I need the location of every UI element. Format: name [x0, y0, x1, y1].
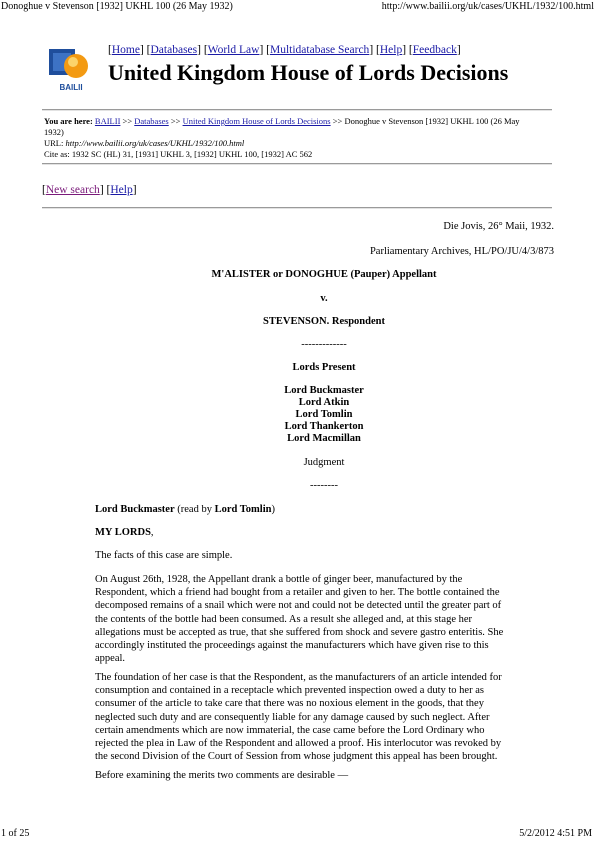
paragraph-line: certain amendments which are now immaterial, the case came before the Lord Ordinary who	[95, 724, 485, 736]
appellant-line: M'ALISTER or DONOGHUE (Pauper) Appellant	[211, 269, 437, 280]
divider-dashes: -------------	[301, 339, 347, 350]
paragraph-line: allegations must be accepted as true, that she suffered from shock and severe gastro enteritis. She	[95, 626, 504, 638]
breadcrumb-bailii-link[interactable]: BAILII	[94, 116, 121, 126]
divider-middle	[42, 163, 552, 165]
print-header-url: http://www.bailii.org/uk/cases/UKHL/1932/100.html	[381, 1, 594, 12]
lord-name: Lord Tomlin	[295, 409, 353, 420]
breadcrumb-case-cont: 1932)	[44, 127, 64, 137]
salutation	[95, 526, 555, 539]
search-links: [New search] [Help]	[42, 184, 137, 196]
breadcrumb-separator: >>	[122, 116, 133, 126]
breadcrumb-case: Donoghue v Stevenson [1932] UKHL 100 (26 May	[344, 116, 520, 126]
paragraph-line: Respondent, which a friend had bought from a retailer and given to her. The bottle contained the	[95, 587, 500, 599]
breadcrumb-separator: >>	[332, 116, 343, 126]
divider-top	[42, 109, 552, 111]
paragraph-4: Before examining the merits two comments are desirable —	[95, 770, 349, 781]
breadcrumb-separator: >>	[170, 116, 181, 126]
lords-present-heading: Lords Present	[292, 362, 356, 373]
page-title: United Kingdom House of Lords Decisions	[108, 60, 509, 85]
cite-label: Cite as:	[44, 149, 70, 159]
breadcrumb-ukhl-link[interactable]: United Kingdom House of Lords Decisions	[182, 116, 331, 126]
help-link[interactable]: Help	[110, 184, 133, 196]
new-search-link[interactable]: New search	[45, 184, 100, 196]
paragraph-3	[95, 671, 555, 763]
nav-world-law-link[interactable]: World Law	[207, 44, 260, 56]
respondent-line: STEVENSON. Respondent	[263, 316, 385, 327]
case-url: http://www.bailii.org/uk/cases/UKHL/1932/100.html	[65, 138, 245, 148]
nav-help-link[interactable]: Help	[379, 44, 403, 56]
read-by-prefix: (read by	[177, 504, 212, 515]
page-counter: 1 of 25	[1, 828, 30, 839]
lord-name: Lord Thankerton	[284, 421, 364, 432]
paragraph-line: consumer of the article to take care that there was no noxious element in the goods, that they	[95, 698, 484, 710]
paragraph-line: neglected such duty and are consequently liable for any damage caused by such neglect. After	[95, 711, 490, 723]
print-timestamp: 5/2/2012 4:51 PM	[519, 828, 592, 839]
url-label: URL:	[44, 138, 64, 148]
breadcrumb-label: You are here:	[44, 116, 93, 126]
print-header-title: Donoghue v Stevenson [1932] UKHL 100 (26 May 1932)	[1, 1, 233, 12]
lords-list	[96, 385, 552, 445]
breadcrumb-databases-link[interactable]: Databases	[134, 116, 169, 126]
nav-databases-link[interactable]: Databases	[150, 44, 198, 56]
read-by-name: Lord Tomlin	[214, 504, 272, 515]
paragraph-1: The facts of this case are simple.	[95, 550, 233, 561]
case-citation: 1932 SC (HL) 31, [1931] UKHL 3, [1932] UKHL 100, [1932] AC 562	[71, 149, 313, 159]
paragraph-line: consumption and contained in a receptacle which prevented inspection owed a duty to her as	[95, 685, 484, 697]
salutation-text: MY LORDS	[95, 527, 151, 538]
nav-multidatabase-search-link[interactable]: Multidatabase Search	[270, 44, 370, 56]
versus-line: v.	[320, 293, 328, 304]
judgment-heading: Judgment	[303, 457, 345, 468]
logo-text: BAILII	[59, 83, 83, 92]
paragraph-line: accordingly instituted the proceedings against the manufacturers which have given rise to this	[95, 640, 489, 652]
divider-bottom	[42, 207, 552, 209]
speaker-name: Lord Buckmaster	[95, 504, 175, 515]
lord-name: Lord Buckmaster	[284, 385, 364, 396]
paragraph-2	[95, 573, 555, 665]
breadcrumb	[44, 116, 554, 160]
paragraph-line: On August 26th, 1928, the Appellant drank a bottle of ginger beer, manufactured by the	[95, 574, 463, 585]
paragraph-line: decomposed remains of a snail which were not and could not be detected until the greater part of	[95, 600, 502, 612]
lord-name: Lord Macmillan	[287, 433, 361, 444]
nav-home-link[interactable]: Home	[111, 44, 140, 56]
top-nav: [Home] [Databases] [World Law] [Multidatabase Search] [Help] [Feedback]	[108, 44, 461, 56]
archives-reference: Parliamentary Archives, HL/PO/JU/4/3/873	[369, 246, 554, 257]
document-date: Die Jovis, 26° Maii, 1932.	[443, 221, 554, 232]
divider-dashes-2: --------	[310, 480, 338, 491]
paragraph-line: appeal.	[95, 653, 126, 665]
bailii-logo[interactable]	[46, 46, 96, 94]
paragraph-line: the second Division of the Court of Session from whose judgment this appeal has been brought.	[95, 751, 498, 763]
nav-feedback-link[interactable]: Feedback	[412, 44, 457, 56]
paragraph-line: the contents of the bottle had been consumed. As a result she alleged and, at this stage her	[95, 613, 473, 625]
salutation-comma: ,	[150, 527, 154, 538]
paragraph-line: rejected the plea in Law of the Respondent and allowed a proof. His interlocutor was revoked by	[95, 738, 502, 750]
read-by-suffix: )	[271, 504, 275, 515]
lord-name: Lord Atkin	[298, 397, 350, 408]
speaker-line	[95, 503, 555, 516]
paragraph-line: The foundation of her case is that the Respondent, as the manufacturers of an article intended for	[95, 672, 502, 683]
bailii-logo-icon	[46, 46, 96, 94]
